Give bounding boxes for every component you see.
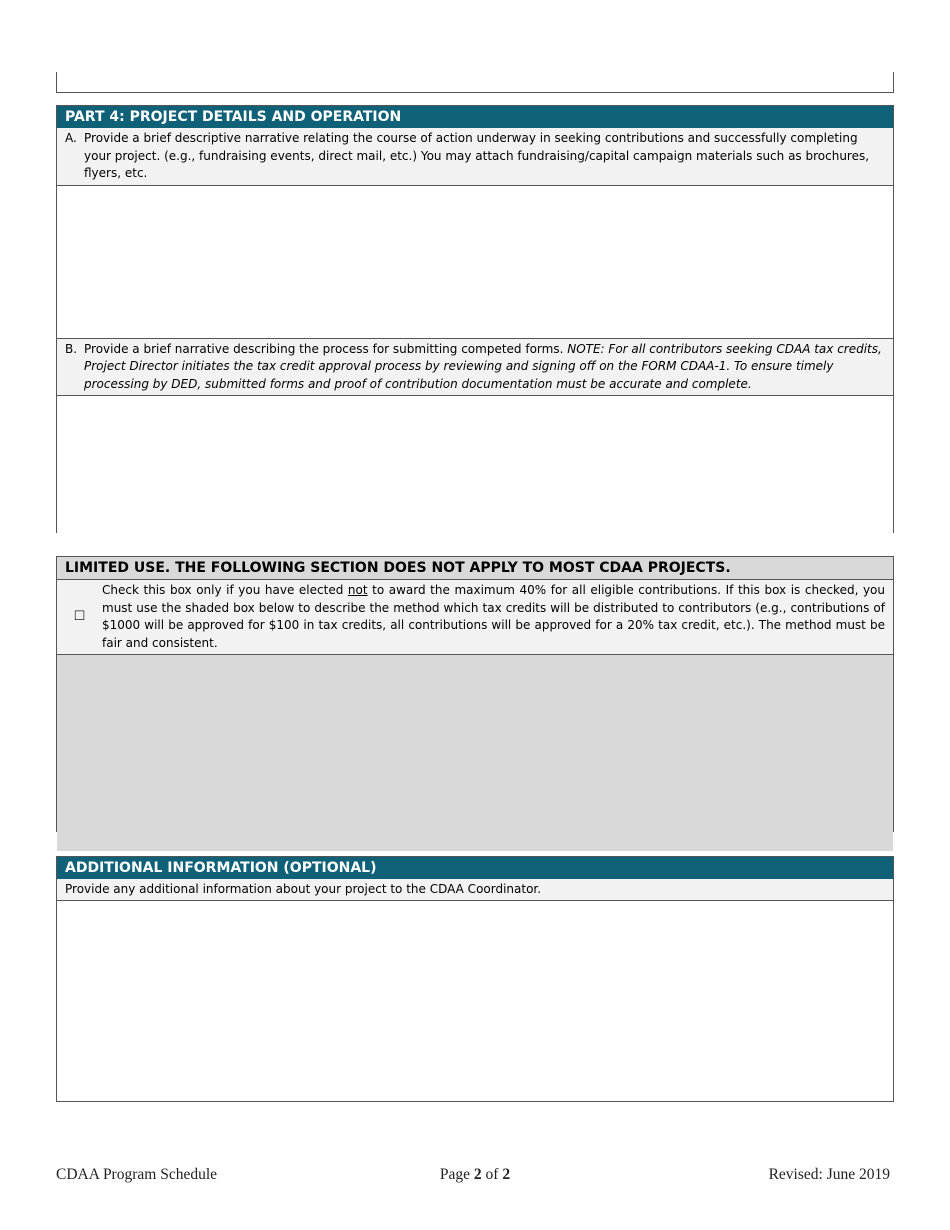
additional-info-field[interactable] xyxy=(57,901,893,1101)
question-b xyxy=(57,339,893,397)
question-a-letter: A. xyxy=(65,131,77,145)
additional-info-section xyxy=(56,856,894,1102)
footer-left: CDAA Program Schedule xyxy=(56,1166,218,1183)
part4-header: PART 4: PROJECT DETAILS AND OPERATION xyxy=(57,106,893,128)
page-total: 2 xyxy=(502,1166,511,1183)
footer-page-number xyxy=(375,1166,575,1188)
limited-use-section xyxy=(56,556,894,832)
limited-use-row xyxy=(57,580,893,655)
additional-info-prompt: Provide any additional information about your project to the CDAA Coordinator. xyxy=(57,879,893,901)
previous-answer-box-end[interactable] xyxy=(56,72,894,93)
page-of: of xyxy=(481,1166,503,1183)
limited-use-text-after: to award the maximum 40% for all eligible contributions. If this box is checked, you must use the shaded box below to describe the method which tax credits will be distributed to contributors (e.g., contributions of $1000 will be approved for $100 in tax credits, all contributions will be approved for a 20% tax credit, etc.). The method must be fair and consistent. xyxy=(102,583,886,650)
answer-b-field[interactable] xyxy=(57,396,893,550)
limited-use-checkbox[interactable]: ☐ xyxy=(73,609,86,625)
question-a xyxy=(57,128,893,186)
page-prefix: Page xyxy=(439,1166,474,1183)
page-current: 2 xyxy=(473,1166,482,1183)
limited-use-text-before: Check this box only if you have elected xyxy=(102,583,348,597)
question-a-text: Provide a brief descriptive narrative relating the course of action underway in seeking contributions and successfully completing your project. (e.g., fundraising events, direct mail, etc.) You may attach fundraising/capital campaign materials such as brochures, flyers, etc. xyxy=(84,131,870,180)
limited-use-text xyxy=(102,582,885,652)
limited-use-not: not xyxy=(347,583,368,597)
question-b-text xyxy=(84,341,885,394)
footer-right: Revised: June 2019 xyxy=(768,1166,890,1183)
question-b-letter: B. xyxy=(65,341,78,356)
additional-info-header: ADDITIONAL INFORMATION (OPTIONAL) xyxy=(57,857,893,879)
part4-section xyxy=(56,105,894,533)
answer-a-field[interactable] xyxy=(57,186,893,339)
limited-use-shaded-field[interactable] xyxy=(57,655,893,851)
question-b-main: Provide a brief narrative describing the process for submitting competed forms. xyxy=(84,341,568,356)
question-b-note: NOTE: For all contributors seeking CDAA tax credits, Project Director initiates the tax credit approval process by reviewing and signing off on the FORM CDAA-1. To ensure timely processing by DED, submitted forms and proof of contribution documentation must be accurate and complete. xyxy=(84,341,882,391)
limited-use-header: LIMITED USE. THE FOLLOWING SECTION DOES NOT APPLY TO MOST CDAA PROJECTS. xyxy=(57,557,893,580)
